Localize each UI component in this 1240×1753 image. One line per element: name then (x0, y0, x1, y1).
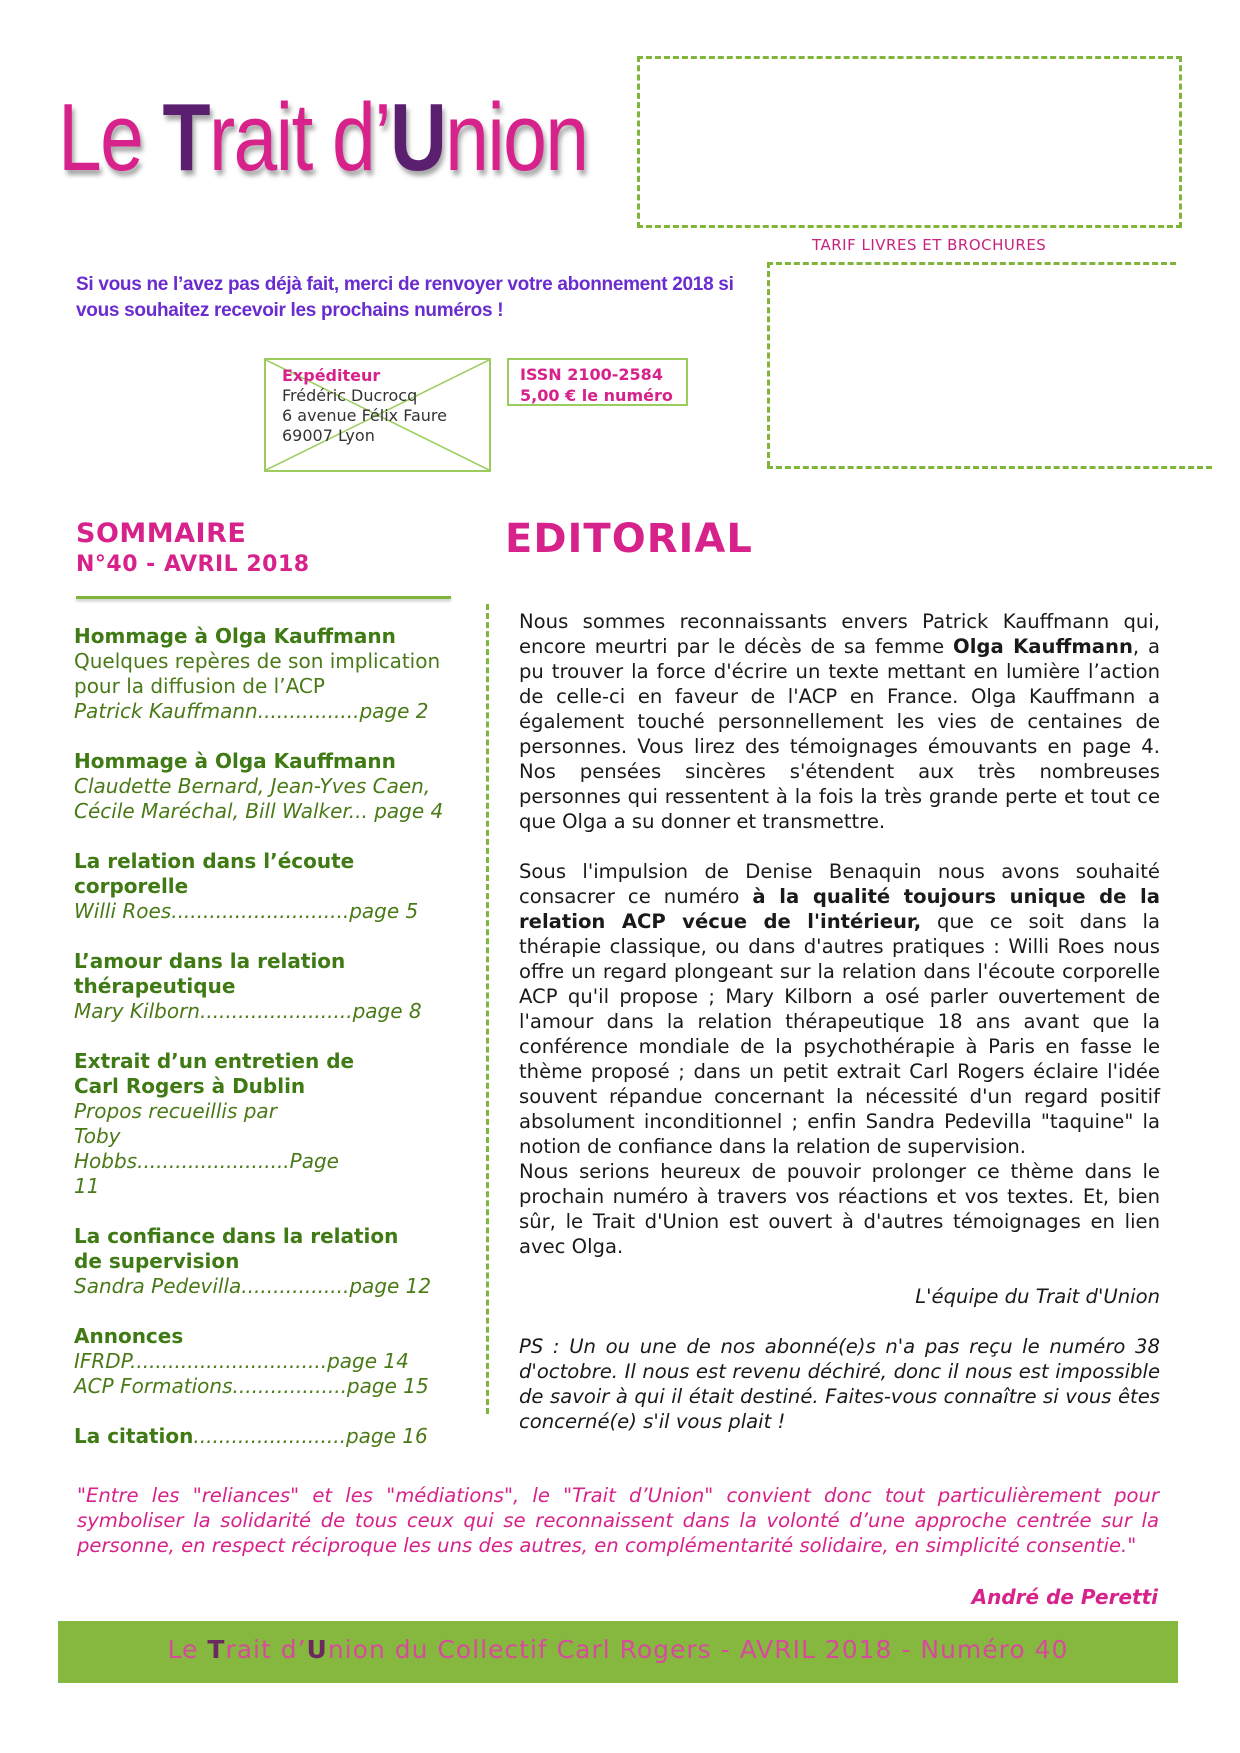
toc-entry-author: ACP Formations..................page 15 (74, 1374, 429, 1398)
editorial-title: EDITORIAL (505, 516, 753, 562)
toc-entry-subtitle: Quelques repères de son implication pour la diffusion de l’ACP (74, 649, 441, 698)
toc-entry-page: ........................page 16 (193, 1424, 428, 1448)
toc-entry[interactable] (74, 949, 464, 1024)
toc-entry[interactable] (74, 749, 464, 824)
footer-banner (58, 1621, 1178, 1683)
toc-entry-author: Claudette Bernard, Jean-Yves Caen, Cécile Maréchal, Bill Walker... page 4 (74, 774, 444, 823)
masthead-title: Le Trait d’Union (58, 84, 588, 191)
toc-entry[interactable] (74, 1324, 464, 1399)
toc-entry-title: Hommage à Olga Kauffmann (74, 624, 396, 648)
toc-entry-title: Hommage à Olga Kauffmann (74, 749, 396, 773)
table-of-contents (74, 624, 464, 1474)
toc-entry-title: Annonces (74, 1324, 184, 1348)
sender-street: 6 avenue Félix Faure (282, 406, 447, 425)
toc-entry[interactable] (74, 849, 464, 924)
toc-entry-title: Extrait d’un entretien de Carl Rogers à Dublin (74, 1049, 355, 1098)
sommaire-issue: N°40 - AVRIL 2018 (76, 552, 310, 577)
toc-entry-title: La relation dans l’écoute corporelle (74, 849, 355, 898)
toc-entry-author: Willi Roes............................page 5 (74, 899, 419, 923)
toc-entry[interactable] (74, 624, 464, 724)
toc-entry[interactable] (74, 1424, 464, 1449)
sender-envelope (264, 358, 491, 472)
column-divider (486, 604, 489, 1414)
tarif-label: TARIF LIVRES ET BROCHURES (812, 236, 1047, 254)
citation-quote: "Entre les "reliances" et les "médiations", le "Trait d’Union" convient donc tout particulièrement pour symboliser la solidarité de tous ceux qui se reconnaissent dans la volonté d’une approche centrée sur la personne, en respect réciproque les uns des autres, en complémentarité solidaire, en simplicité consentie." (77, 1484, 1159, 1557)
sender-label: Expéditeur (282, 366, 381, 385)
editorial-paragraph: Sous l'impulsion de Denise Benaquin nous avons souhaité consacrer ce numéro à la qualité toujours unique de la relation ACP vécue de l'intérieur, que ce soit dans la thérapie classique, ou dans d'autres pratiques : Willi Roes nous offre un regard plongeant sur la relation dans l'écoute corporelle ACP qu'il propose ; Mary Kilborn a osé parler ouvertement de l'amour dans la relation thérapeutique 18 ans avant que la conférence mondiale de la psychothérapie à Paris en fasse le thème proposé ; dans un petit extrait Carl Rogers éclaire l'idée souvent répandue concernant la nécessité d'un regard positif absolument inconditionnel ; enfin Sandra Pedevilla "taquine" la notion de confiance dans la relation de supervision. (519, 860, 1160, 1158)
toc-entry-author: Mary Kilborn........................page 8 (74, 999, 422, 1023)
toc-entry-author: Sandra Pedevilla.................page 12 (74, 1274, 432, 1298)
address-box-top (637, 56, 1182, 228)
toc-entry-author: Patrick Kauffmann................page 2 (74, 699, 429, 723)
sommaire-title: SOMMAIRE (76, 518, 247, 549)
editorial-ps: PS : Un ou une de nos abonné(e)s n'a pas reçu le numéro 38 d'octobre. Il nous est revenu déchiré, donc il nous est impossible de savoir à qui il était destiné. Faites-vous connaître si vous êtes concerné(e) s'il vous plait ! (519, 1335, 1160, 1433)
toc-entry-title: L’amour dans la relation thérapeutique (74, 949, 346, 998)
address-box-left-edge (767, 262, 770, 467)
issn-box (507, 358, 688, 406)
sender-city: 69007 Lyon (282, 426, 375, 445)
editorial-signature: L'équipe du Trait d'Union (915, 1285, 1160, 1308)
editorial-body (519, 609, 1160, 1434)
toc-entry[interactable] (74, 1049, 464, 1199)
sommaire-rule (76, 596, 451, 599)
toc-entry-title: La confiance dans la relation de supervision (74, 1224, 399, 1273)
toc-entry-author: Propos recueillis par Toby Hobbs........................Page 11 (74, 1099, 339, 1198)
toc-entry[interactable] (74, 1224, 464, 1299)
issue-price: 5,00 € le numéro (520, 386, 673, 405)
address-box-bottom (767, 466, 1212, 469)
editorial-paragraph: Nous serions heureux de pouvoir prolonger ce thème dans le prochain numéro à travers vos réactions et vos textes. Et, bien sûr, le Trait d'Union est ouvert à d'autres témoignages en lien avec Olga. (519, 1160, 1160, 1258)
editorial-paragraph: Nous sommes reconnaissants envers Patrick Kauffmann qui, encore meurtri par le décès de sa femme Olga Kauffmann, a pu trouver la force d'écrire un texte mettant en lumière l’action de celle-ci en faveur de l'ACP en France. Olga Kauffmann a également touché personnellement les vies de centaines de personnes. Vous lirez des témoignages émouvants en page 4. Nos pensées sincères s'étendent aux très nombreuses personnes qui ressentent à la fois la très grande perte et tout ce que Olga a su donner et transmettre. (519, 610, 1160, 833)
subscription-notice: Si vous ne l’avez pas déjà fait, merci de renvoyer votre abonnement 2018 si vous souhaitez recevoir les prochains numéros ! (76, 274, 734, 321)
sender-name: Frédéric Ducrocq (282, 386, 418, 405)
address-box-divider (767, 262, 1176, 265)
citation-author: André de Peretti (971, 1585, 1158, 1609)
footer-text: Le Trait d’Union du Collectif Carl Rogers - AVRIL 2018 - Numéro 40 (167, 1635, 1069, 1664)
toc-entry-title: La citation (74, 1424, 194, 1448)
toc-entry-author: IFRDP...............................page 14 (74, 1349, 409, 1373)
issn-number: ISSN 2100-2584 (520, 365, 663, 384)
